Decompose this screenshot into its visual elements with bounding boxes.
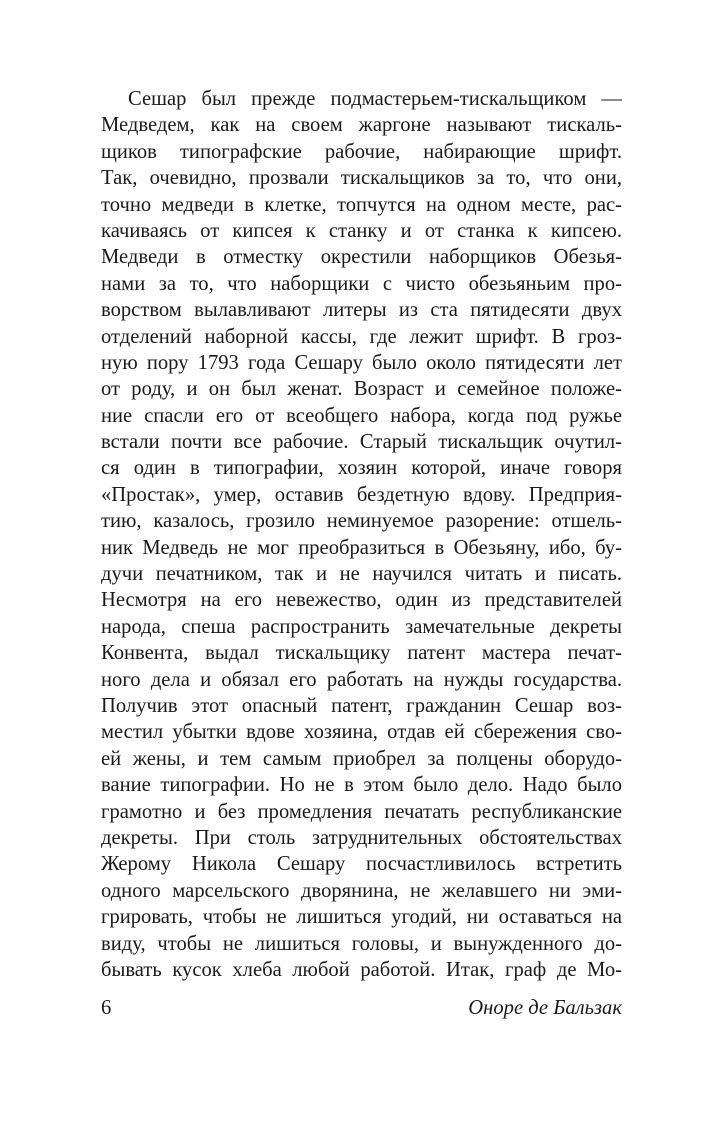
text-line-24: Получив этот опасный патент, гражданин Сешар воз- [101, 694, 622, 717]
text-line-11: ную пору 1793 года Сешару было около пятидесяти лет [101, 351, 622, 374]
text-line-17: тию, казалось, грозило неминуемое разорение: отшель- [101, 510, 622, 533]
text-line-19: дучи печатником, так и не научился читать и писать. [101, 563, 622, 586]
text-line-8: нами за то, что наборщики с чисто обезьяньим про- [101, 272, 622, 295]
text-line-32: грировать, чтобы не лишиться угодий, ни оставаться на [101, 906, 622, 929]
text-line-12: от роду, и он был женат. Возраст и семейное положе- [101, 378, 622, 401]
page-number: 6 [101, 997, 112, 1019]
body-text [101, 86, 622, 983]
text-line-18: ник Медведь не мог преобразиться в Обезьяну, ибо, бу- [101, 536, 622, 559]
text-line-3: щиков типографские рабочие, набирающие шрифт. [101, 140, 622, 163]
text-line-27: вание типографии. Но не в этом было дело. Надо было [101, 774, 622, 797]
text-line-31: одного марсельского дворянина, не желавшего ни эми- [101, 879, 622, 902]
page-footer [101, 993, 622, 1023]
text-line-28: грамотно и без промедления печатать республиканские [101, 800, 622, 823]
text-line-16: «Простак», умер, оставив бездетную вдову. Предприя- [101, 483, 622, 506]
text-line-1: Сешар был прежде подмастерьем-тискальщиком — [128, 88, 622, 110]
text-line-22: Конвента, выдал тискальщику патент мастера печат- [101, 642, 622, 665]
text-line-10: отделений наборной кассы, где лежит шрифт. В гроз- [101, 325, 622, 348]
text-line-33: виду, чтобы не лишиться головы, и вынужденного до- [101, 932, 622, 955]
text-line-30: Жерому Никола Сешару посчастливилось встретить [101, 853, 622, 876]
text-line-26: ей жены, и тем самым приобрел за полцены оборудо- [101, 747, 622, 770]
text-line-14: встали почти все рабочие. Старый тискальщик очутил- [101, 431, 622, 454]
text-line-15: ся один в типографии, хозяин которой, иначе говоря [101, 457, 622, 480]
text-line-5: точно медведи в клетке, топчутся на одном месте, рас- [101, 193, 622, 216]
text-line-13: ние спасли его от всеобщего набора, когда под ружье [101, 404, 622, 427]
text-line-7: Медведи в отместку окрестили наборщиков Обезья- [101, 246, 622, 269]
text-line-4: Так, очевидно, прозвали тискальщиков за то, что они, [101, 167, 622, 190]
text-line-23: ного дела и обязал его работать на нужды государства. [101, 668, 622, 691]
text-line-34: бывать кусок хлеба любой работой. Итак, граф де Мо- [101, 958, 622, 981]
text-line-20: Несмотря на его невежество, один из представителей [101, 589, 622, 612]
text-line-29: декреты. При столь затруднительных обстоятельствах [101, 826, 622, 849]
text-line-25: местил убытки вдове хозяина, отдав ей сбережения сво- [101, 721, 622, 744]
text-line-21: народа, спеша распространить замечательные декреты [101, 615, 622, 638]
text-line-9: ворством вылавливают литеры из ста пятидесяти двух [101, 299, 622, 322]
text-line-6: качиваясь от кипсея к станку и от станка к кипсею. [101, 219, 622, 242]
text-line-2: Медведем, как на своем жаргоне называют тискаль- [101, 114, 622, 137]
running-title: Оноре де Бальзак [468, 997, 622, 1019]
